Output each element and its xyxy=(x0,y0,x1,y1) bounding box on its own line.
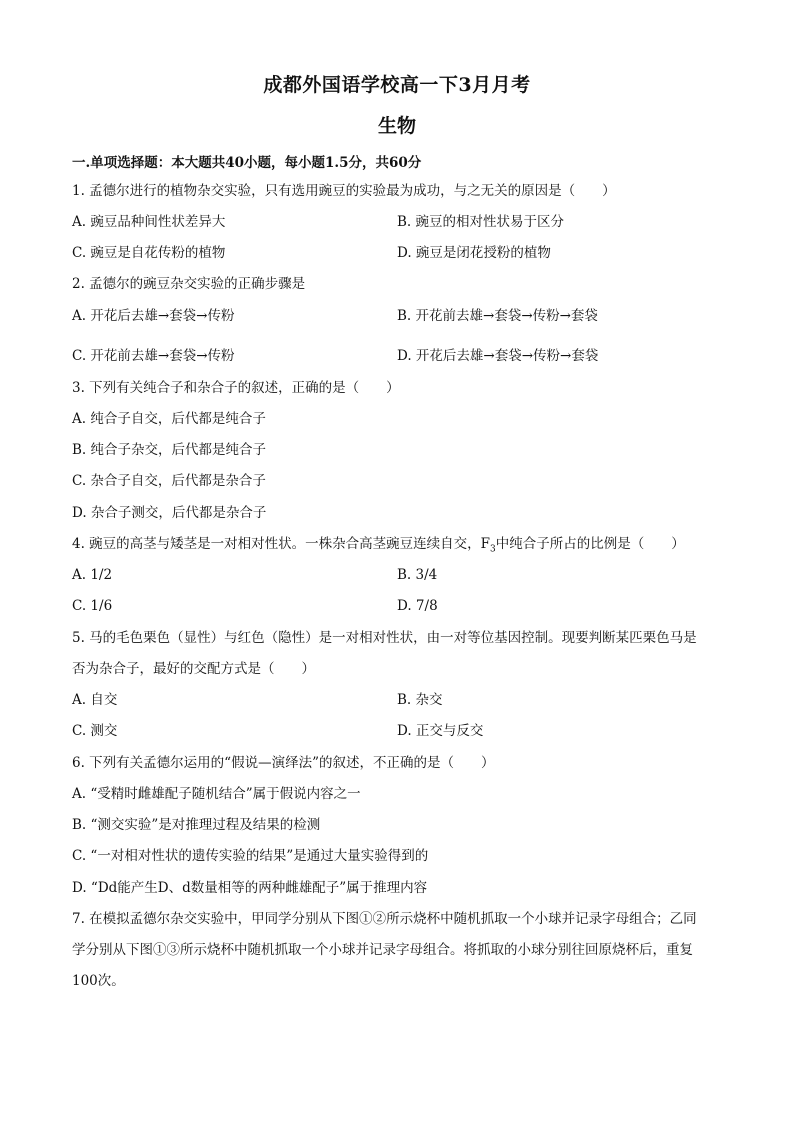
page-title: 成都外国语学校高一下3月月考 xyxy=(263,74,531,96)
question-4-option-b: B. 3/4 xyxy=(397,567,438,583)
question-5-option-d: D. 正交与反交 xyxy=(397,723,484,739)
question-6-option-a: A. “受精时雌雄配子随机结合”属于假说内容之一 xyxy=(72,786,361,802)
question-1-option-d: D. 豌豆是闭花授粉的植物 xyxy=(397,245,551,261)
question-5-option-c: C. 测交 xyxy=(72,723,118,739)
question-2-option-b: B. 开花前去雄→套袋→传粉→套袋 xyxy=(397,308,598,324)
question-6-option-b: B. “测交实验”是对推理过程及结果的检测 xyxy=(72,817,321,833)
question-1-option-c: C. 豌豆是自花传粉的植物 xyxy=(72,245,226,261)
question-7-stem-line-2: 学分别从下图①③所示烧杯中随机抓取一个小球并记录字母组合。将抓取的小球分别往回原烧杯后，重复 xyxy=(72,942,693,958)
question-4-stem-sub: 3 xyxy=(490,544,496,555)
question-3-option-d: D. 杂合子测交，后代都是杂合子 xyxy=(72,505,267,521)
question-3-stem: 3. 下列有关纯合子和杂合子的叙述，正确的是（ ） xyxy=(72,380,400,396)
question-2-stem: 2. 孟德尔的豌豆杂交实验的正确步骤是 xyxy=(72,276,306,292)
question-4-stem-pre: 4. 豌豆的高茎与矮茎是一对相对性状。一株杂合高茎豌豆连续自交，F xyxy=(72,536,491,552)
question-4-stem xyxy=(72,535,685,559)
question-3-option-b: B. 纯合子杂交，后代都是纯合子 xyxy=(72,442,267,458)
question-7-stem-line-3: 100次。 xyxy=(72,973,125,989)
question-1-option-a: A. 豌豆品种间性状差异大 xyxy=(72,214,226,230)
question-1-stem: 1. 孟德尔进行的植物杂交实验，只有选用豌豆的实验最为成功，与之无关的原因是（ ） xyxy=(72,183,616,199)
question-6-option-c: C. “一对相对性状的遗传实验的结果”是通过大量实验得到的 xyxy=(72,848,429,864)
question-4-option-c: C. 1/6 xyxy=(72,598,113,614)
question-2-option-d: D. 开花后去雄→套袋→传粉→套袋 xyxy=(397,348,599,364)
question-5-option-a: A. 自交 xyxy=(72,692,118,708)
subject-title: 生物 xyxy=(377,115,416,137)
question-3-option-c: C. 杂合子自交，后代都是杂合子 xyxy=(72,473,266,489)
question-6-stem: 6. 下列有关孟德尔运用的“假说—演绎法”的叙述，不正确的是（ ） xyxy=(72,755,495,771)
question-4-stem-post: 中纯合子所占的比例是（ ） xyxy=(495,536,685,552)
question-4-option-d: D. 7/8 xyxy=(397,598,438,614)
question-6-option-d: D. “Dd能产生D、d数量相等的两种雌雄配子”属于推理内容 xyxy=(72,880,428,896)
section-heading: 一.单项选择题：本大题共40小题，每小题1.5分，共60分 xyxy=(72,155,422,171)
question-2-option-a: A. 开花后去雄→套袋→传粉 xyxy=(72,308,235,324)
question-5-stem-line-1: 5. 马的毛色栗色（显性）与红色（隐性）是一对相对性状，由一对等位基因控制。现要判断某匹栗色马是 xyxy=(72,630,697,646)
question-7-stem-line-1: 7. 在模拟孟德尔杂交实验中，甲同学分别从下图①②所示烧杯中随机抓取一个小球并记录字母组合；乙同 xyxy=(72,911,697,927)
question-3-option-a: A. 纯合子自交，后代都是纯合子 xyxy=(72,411,266,427)
question-2-option-c: C. 开花前去雄→套袋→传粉 xyxy=(72,348,235,364)
question-5-option-b: B. 杂交 xyxy=(397,692,443,708)
question-1-option-b: B. 豌豆的相对性状易于区分 xyxy=(397,214,565,230)
question-5-stem-line-2: 否为杂合子，最好的交配方式是（ ） xyxy=(72,661,315,677)
question-4-option-a: A. 1/2 xyxy=(72,567,113,583)
